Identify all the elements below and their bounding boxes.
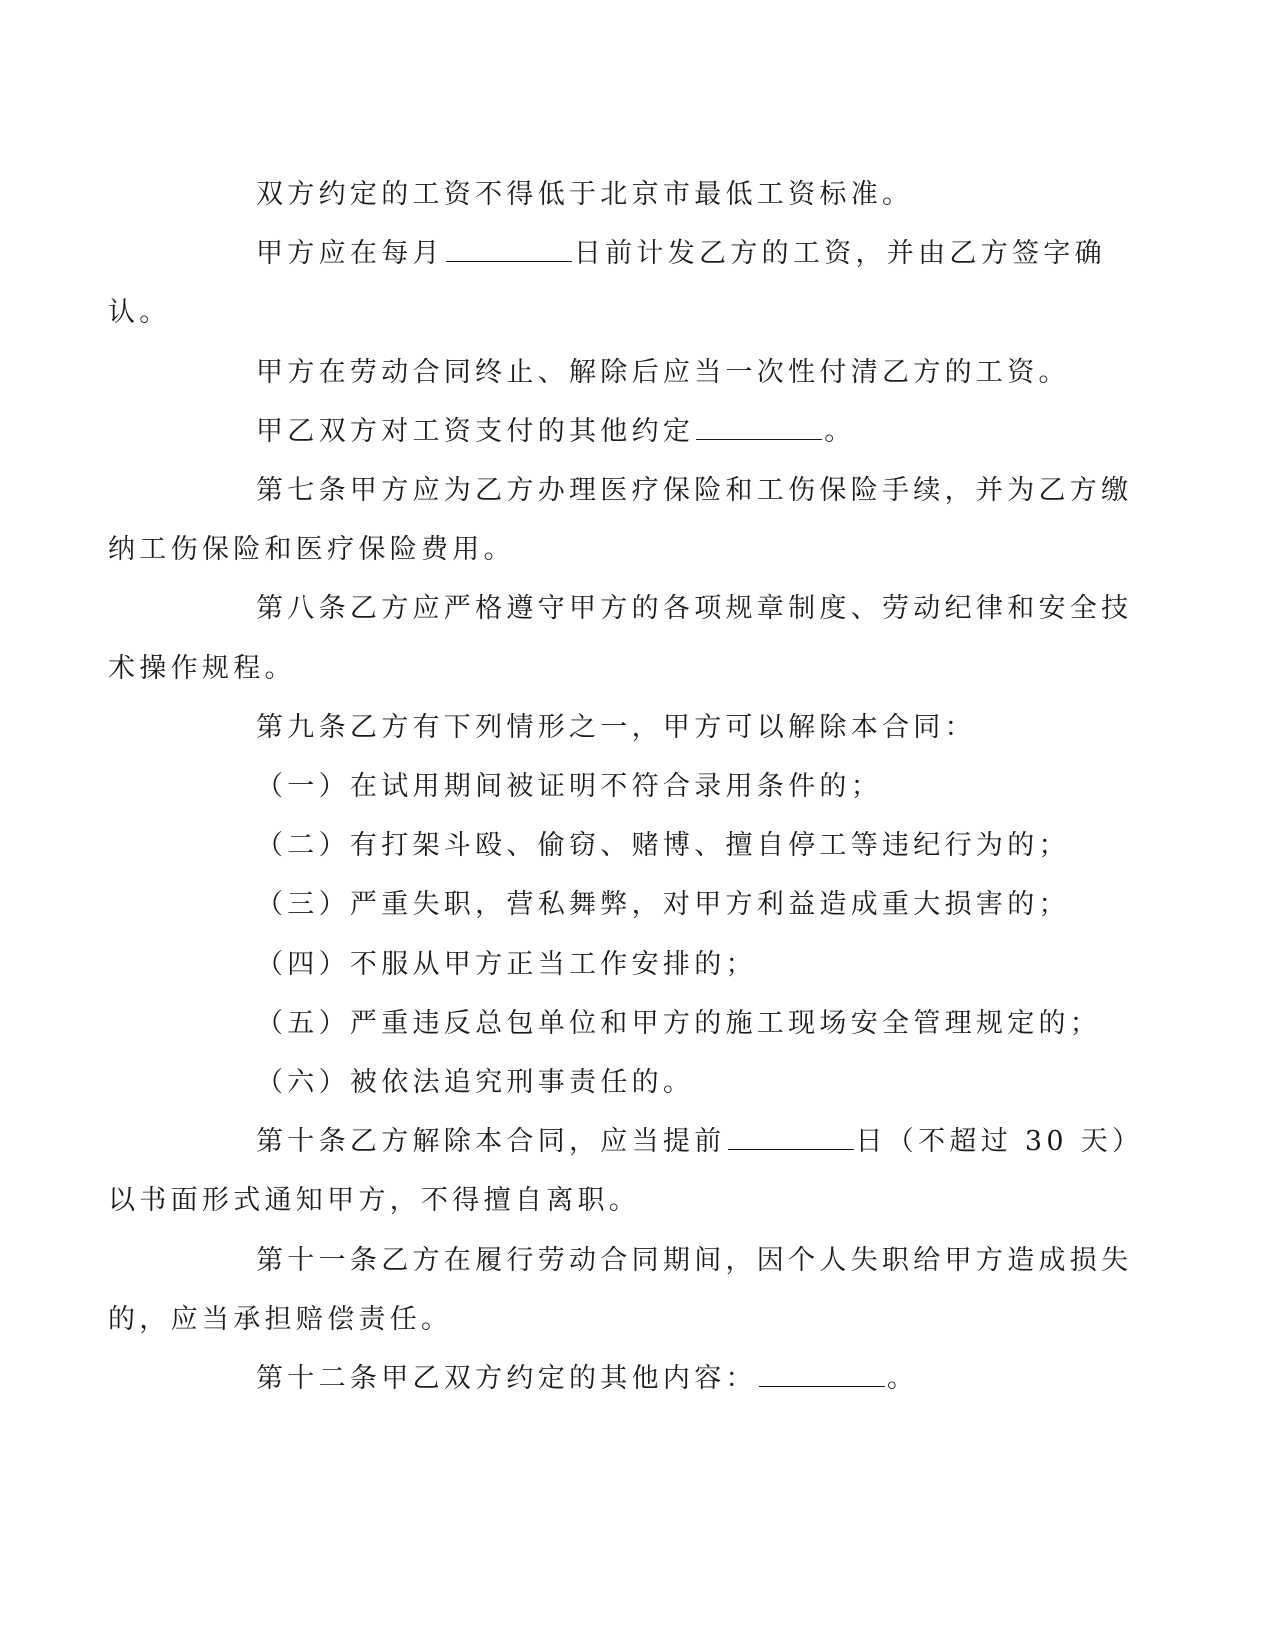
fill-in-blank-payday[interactable]: [446, 239, 572, 262]
paragraph-line: 术操作规程。: [108, 652, 296, 684]
article-9-item-3: [182, 875, 1070, 934]
paragraph-line: [182, 1349, 1042, 1408]
article-11: [108, 1231, 1133, 1349]
article-9-item-5: [182, 994, 1102, 1053]
paragraph-text: 第十条乙方解除本合同，应当提前: [256, 1126, 726, 1158]
list-item: （三）严重失职，营私舞弊，对甲方利益造成重大损害的；: [256, 889, 1070, 921]
list-item: （一）在试用期间被证明不符合录用条件的；: [256, 771, 882, 803]
paragraph-line: 甲方在劳动合同终止、解除后应当一次性付清乙方的工资。: [256, 356, 1070, 388]
article-12: [182, 1349, 1042, 1408]
paragraph-line: [182, 224, 1106, 283]
paragraph-line: [182, 402, 1042, 461]
paragraph-text: 日（不超过 30 天）: [855, 1126, 1144, 1158]
article-9-item-1: [182, 757, 1042, 816]
paragraph-wage-other: [182, 402, 1042, 461]
paragraph-line: 第十一条乙方在履行劳动合同期间，因个人失职给甲方造成损失: [256, 1244, 1133, 1276]
paragraph-line: 第九条乙方有下列情形之一，甲方可以解除本合同：: [256, 711, 976, 743]
paragraph-text: 。: [886, 1363, 919, 1395]
paragraph-text: 甲方应在每月: [256, 238, 444, 270]
paragraph-text: 日前计发乙方的工资，并由乙方签字确: [573, 238, 1106, 270]
paragraph-line: 纳工伤保险和医疗保险费用。: [108, 534, 515, 566]
paragraph-text: 甲乙双方对工资支付的其他约定: [256, 415, 695, 447]
paragraph-line: [182, 1112, 1144, 1171]
paragraph-wage-settlement: [182, 343, 1070, 402]
article-9-item-2: [182, 816, 1070, 875]
fill-in-blank-wage-other[interactable]: [696, 417, 822, 440]
paragraph-line: 双方约定的工资不得低于北京市最低工资标准。: [256, 179, 914, 210]
document-body: [108, 165, 1144, 1408]
article-9: [182, 698, 1042, 757]
article-9-item-6: [182, 1053, 1042, 1112]
paragraph-line: 以书面形式通知甲方，不得擅自离职。: [108, 1185, 641, 1217]
article-8: [108, 579, 1133, 697]
paragraph-line: 认。: [108, 297, 171, 329]
list-item: （六）被依法追究刑事责任的。: [256, 1067, 695, 1099]
article-7: [108, 461, 1133, 579]
fill-in-blank-other-content[interactable]: [759, 1364, 885, 1387]
list-item: （四）不服从甲方正当工作安排的；: [256, 948, 757, 980]
paragraph-text: 。: [824, 415, 856, 447]
article-10: [108, 1112, 1144, 1230]
paragraph-line: 的，应当承担赔偿责任。: [108, 1303, 453, 1335]
list-item: （二）有打架斗殴、偷窃、赌博、擅自停工等违纪行为的；: [256, 830, 1070, 862]
paragraph-text: 第十二条甲乙双方约定的其他内容：: [256, 1363, 757, 1395]
list-item: （五）严重违反总包单位和甲方的施工现场安全管理规定的；: [256, 1007, 1102, 1039]
article-9-item-4: [182, 935, 1042, 994]
paragraph-wage-payday: [108, 224, 1106, 342]
paragraph-line: 第七条甲方应为乙方办理医疗保险和工伤保险手续，并为乙方缴: [256, 475, 1133, 507]
fill-in-blank-notice-days[interactable]: [728, 1127, 854, 1150]
paragraph-wage-minimum: [182, 165, 1042, 224]
paragraph-line: 第八条乙方应严格遵守甲方的各项规章制度、劳动纪律和安全技: [256, 593, 1133, 625]
